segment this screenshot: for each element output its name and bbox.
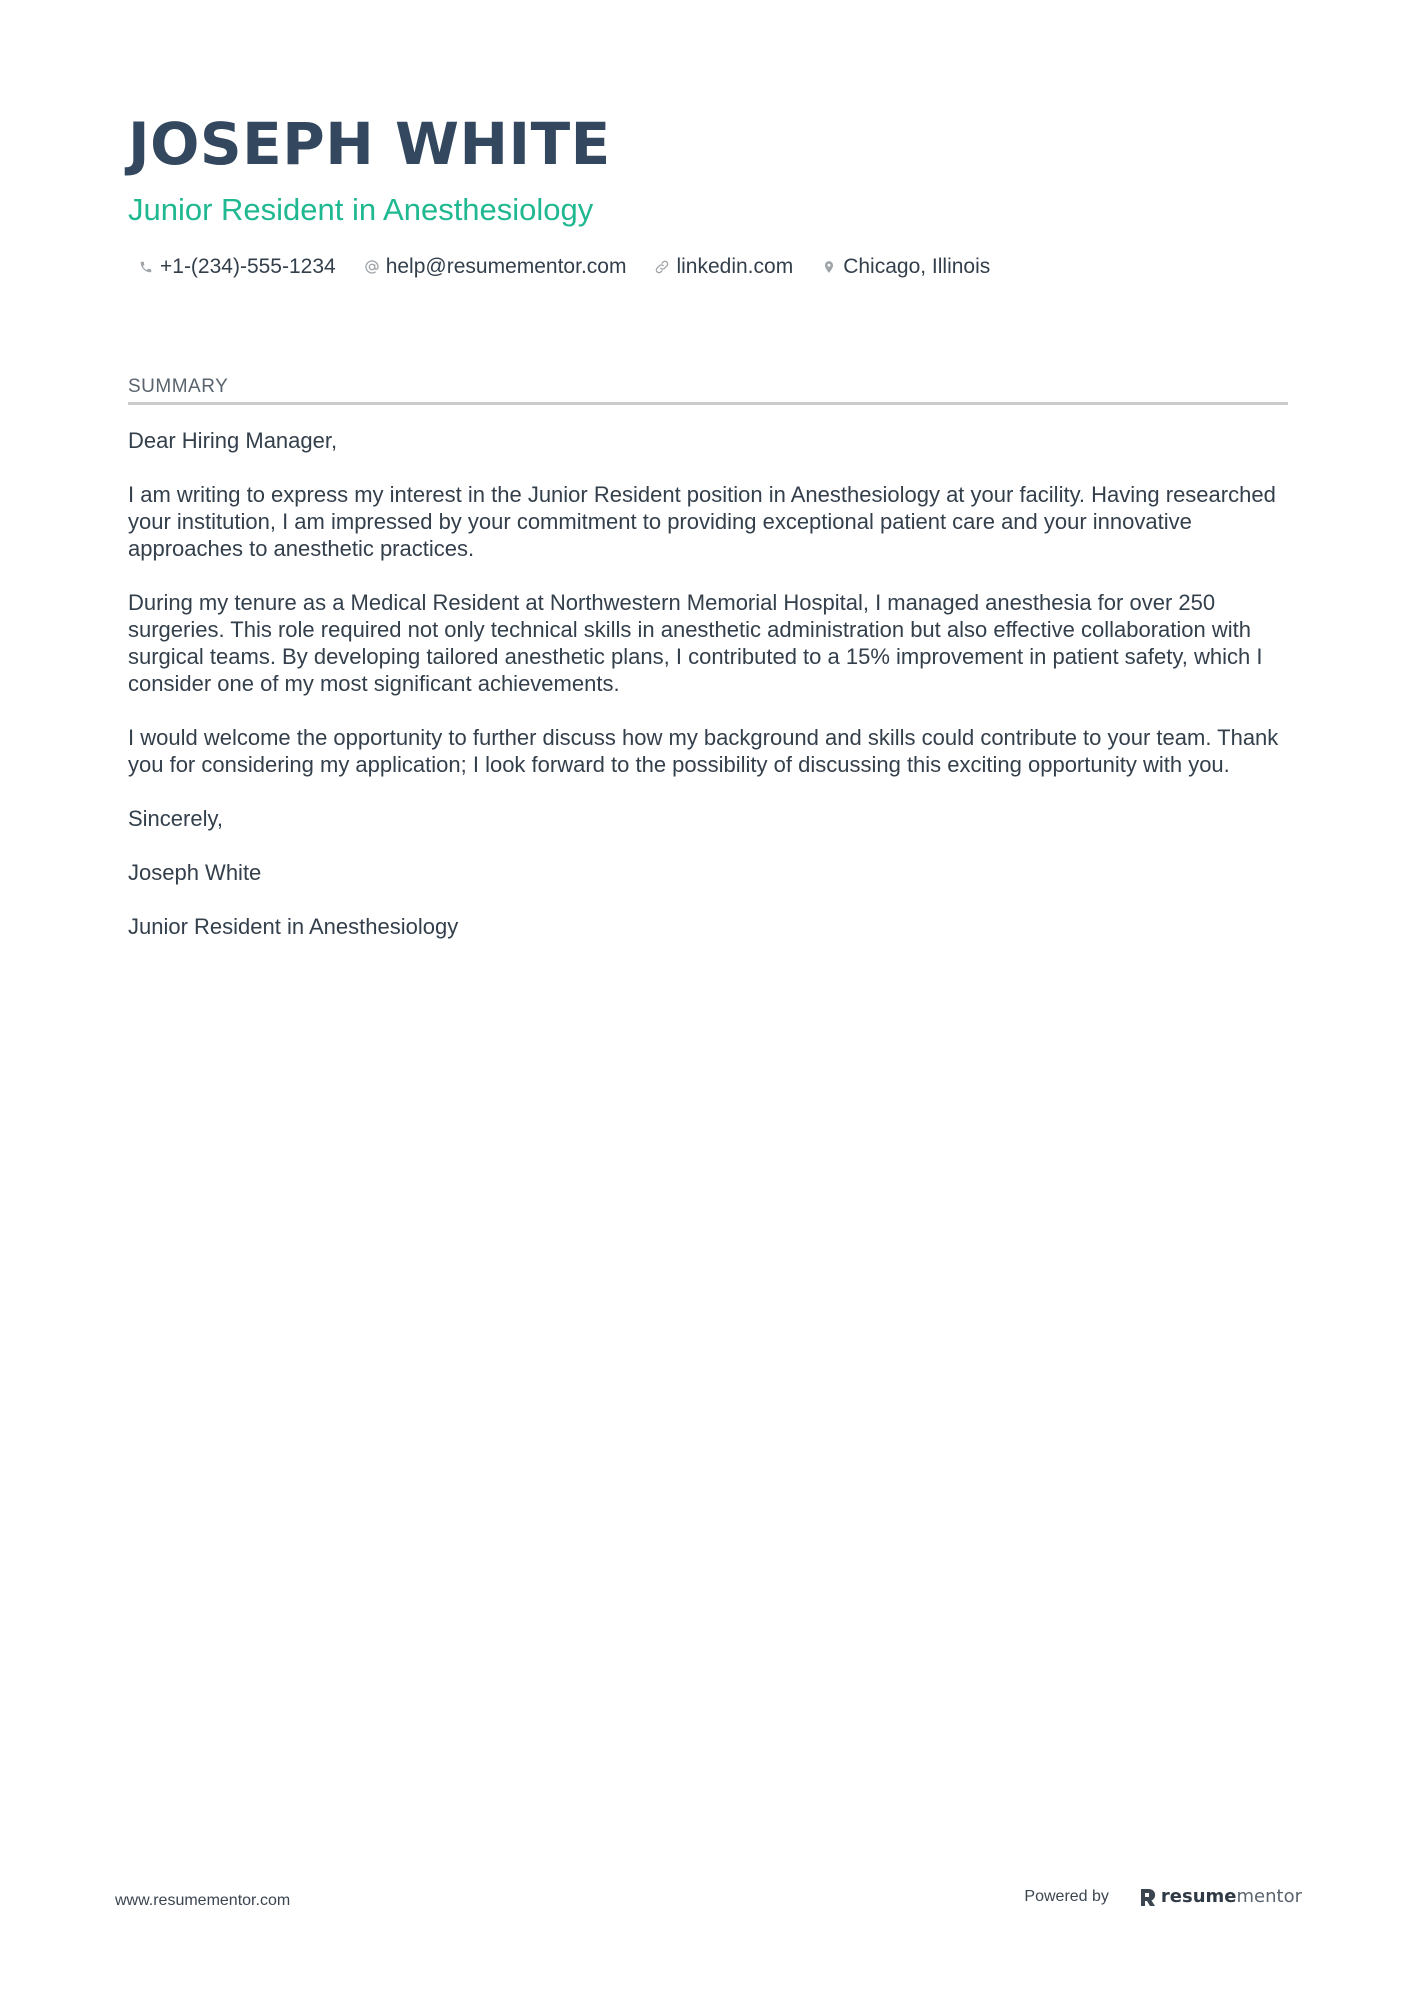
signature-name: Joseph White — [128, 860, 262, 885]
letter-closing: Sincerely, — [128, 806, 223, 831]
brand-logo — [1139, 1886, 1302, 1907]
link-text: linkedin.com — [676, 255, 794, 278]
cover-letter-page — [128, 100, 1288, 967]
letter-body — [128, 427, 1288, 940]
phone-text: +1-(234)-555-1234 — [160, 255, 336, 278]
resumementor-logo-icon — [1139, 1887, 1157, 1907]
letter-paragraph: I am writing to express my interest in the Junior Resident position in Anesthesiology at your facility. Having researched your institution, I am impressed by your commitment to providing exceptional patient care and your innovative approaches to anesthetic practices. — [128, 482, 1276, 561]
powered-by-label: Powered by — [1024, 1887, 1109, 1905]
link-icon — [652, 257, 672, 277]
letter-paragraph: During my tenure as a Medical Resident at Northwestern Memorial Hospital, I managed anesthesia for over 250 surgeries. This role required not only technical skills in anesthetic administration but also effective collaboration with surgical teams. By developing tailored anesthetic plans, I contributed to a 15% improvement in patient safety, which I consider one of my most significant achievements. — [128, 590, 1263, 696]
brand-name-light: mentor — [1236, 1886, 1302, 1907]
at-icon — [362, 257, 382, 277]
phone-icon — [136, 257, 156, 277]
section-title-summary: SUMMARY — [128, 374, 1288, 405]
applicant-name: JOSEPH WHITE — [128, 110, 611, 178]
location-pin-icon — [819, 257, 839, 277]
brand-name-strong: resume — [1160, 1886, 1237, 1907]
signature-title: Junior Resident in Anesthesiology — [128, 914, 459, 939]
contact-link — [652, 252, 793, 282]
footer-branding — [1024, 1886, 1302, 1907]
contact-phone — [136, 252, 336, 282]
footer-website: www.resumementor.com — [115, 1892, 291, 1909]
contact-email — [362, 252, 627, 282]
email-text: help@resumementor.com — [385, 255, 627, 278]
contact-location — [819, 252, 990, 282]
contact-row — [128, 252, 1288, 282]
applicant-role: Junior Resident in Anesthesiology — [128, 192, 594, 227]
letter-greeting: Dear Hiring Manager, — [128, 428, 338, 453]
letter-paragraph: I would welcome the opportunity to further discuss how my background and skills could contribute to your team. Thank you for considering my application; I look forward to the possibility of discussing this exciting opportunity with you. — [128, 725, 1279, 777]
location-text: Chicago, Illinois — [843, 255, 991, 278]
